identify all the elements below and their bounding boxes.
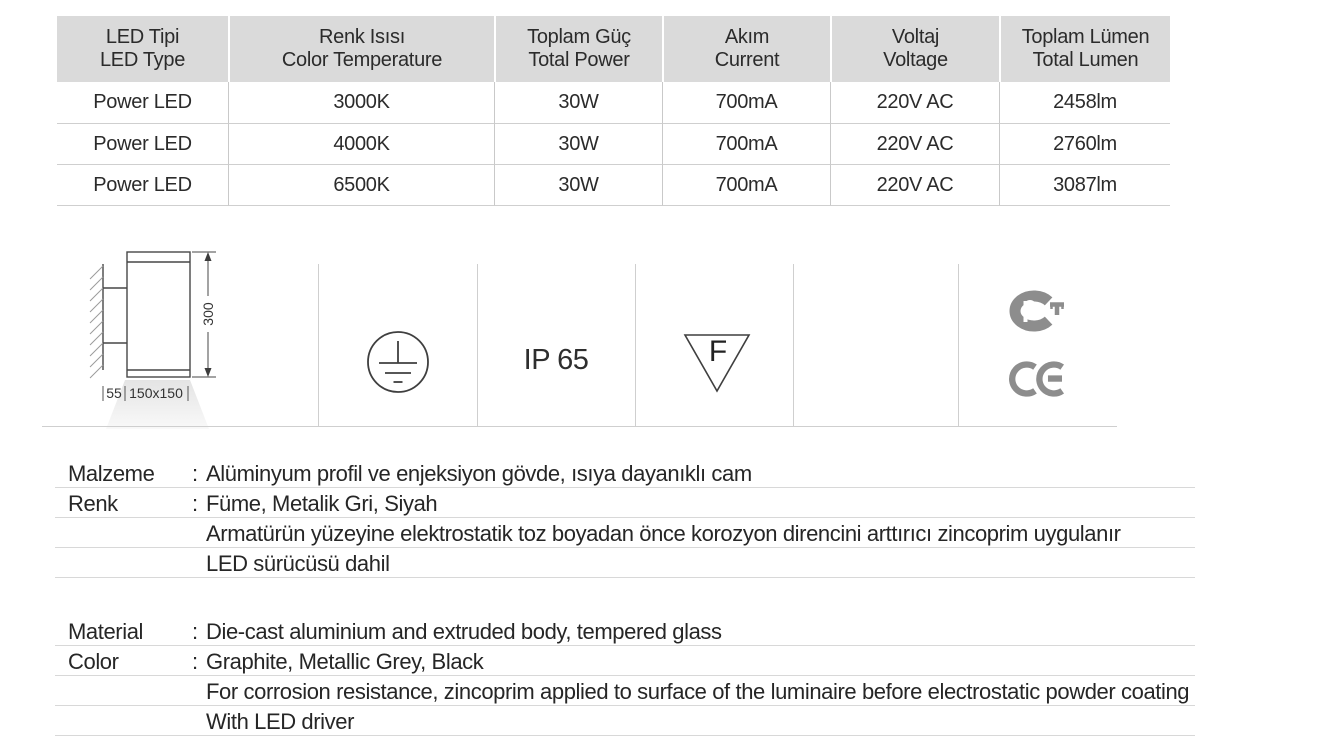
header-label-en: Total Lumen [1032, 49, 1139, 71]
spec-value: With LED driver [206, 709, 355, 734]
header-label-tr: Toplam Güç [527, 26, 631, 48]
header-label-tr: LED Tipi [105, 26, 180, 48]
table-cell: 3087lm [999, 164, 1170, 206]
spec-separator: : [192, 491, 198, 516]
table-cell: Power LED [57, 164, 228, 206]
spec-separator: : [192, 649, 198, 674]
table-cell: 700mA [662, 123, 830, 164]
spec-line-note1-tr [55, 518, 1195, 548]
table-cell: 700mA [662, 82, 830, 123]
spec-line-material-tr [55, 458, 1195, 488]
strip-divider [635, 264, 636, 426]
ce-mark-icon [1009, 359, 1067, 399]
col-header-current [662, 16, 830, 82]
spec-label: Malzeme [68, 461, 155, 486]
table-cell: 4000K [228, 123, 494, 164]
header-label-tr: Akım [724, 26, 770, 48]
spec-value: Die-cast aluminium and extruded body, tempered glass [206, 619, 722, 644]
header-label-en: Color Temperature [281, 49, 443, 71]
spec-label: Material [68, 619, 144, 644]
spec-separator: : [192, 461, 198, 486]
spec-line-color-en [55, 646, 1195, 676]
depth-dimension-label: 55 [106, 385, 122, 401]
table-cell: 2458lm [999, 82, 1170, 123]
gost-r-pct-mark-icon [1009, 290, 1067, 332]
col-header-color-temperature [228, 16, 494, 82]
spec-value: Graphite, Metallic Grey, Black [206, 649, 484, 674]
header-label-en: Voltage [883, 49, 948, 71]
col-header-voltage [830, 16, 999, 82]
spec-line-note2-tr [55, 548, 1195, 578]
earth-ground-icon [366, 330, 430, 394]
table-cell: 3000K [228, 82, 494, 123]
f-label: F [708, 335, 728, 368]
table-cell: 220V AC [830, 164, 999, 206]
table-cell: Power LED [57, 123, 228, 164]
spec-value: For corrosion resistance, zincoprim applied to surface of the luminaire before electrostatic powder coating [206, 679, 1190, 704]
table-cell: 2760lm [999, 123, 1170, 164]
col-header-led-type [57, 16, 228, 82]
col-header-total-power [494, 16, 662, 82]
header-label-tr: Toplam Lümen [1021, 26, 1150, 48]
spec-label: Color [68, 649, 119, 674]
flammable-surface-f-icon [682, 332, 752, 394]
spec-label: Renk [68, 491, 118, 516]
header-label-tr: Renk Isısı [319, 26, 405, 48]
spec-line-note2-en [55, 706, 1195, 736]
base-dimension-label: 150x150 [129, 385, 183, 401]
strip-divider [793, 264, 794, 426]
strip-bottom-rule [42, 426, 1117, 427]
spec-value: Armatürün yüzeyine elektrostatik toz boyadan önce korozyon direncini arttırıcı zincoprim uygulanır [206, 521, 1121, 546]
table-cell: 220V AC [830, 82, 999, 123]
table-cell: 220V AC [830, 123, 999, 164]
strip-divider [318, 264, 319, 426]
table-cell: Power LED [93, 91, 192, 113]
spec-text-block [55, 458, 1195, 736]
table-cell: 30W [494, 164, 662, 206]
spec-table [57, 16, 1170, 206]
header-label-en: Total Power [528, 49, 630, 71]
height-dimension-label: 300 [200, 302, 216, 326]
luminaire-body [127, 252, 190, 377]
header-label-en: LED Type [99, 49, 186, 71]
spec-block-gap [55, 578, 1195, 616]
table-cell: 30W [494, 82, 662, 123]
header-label-en: Current [714, 49, 780, 71]
spec-value: Alüminyum profil ve enjeksiyon gövde, ısıya dayanıklı cam [206, 461, 752, 486]
table-cell: 6500K [228, 164, 494, 206]
spec-value: Füme, Metalik Gri, Siyah [206, 491, 438, 516]
ip-rating-badge: IP 65 [523, 344, 589, 376]
spec-line-color-tr [55, 488, 1195, 518]
table-cell: 700mA [662, 164, 830, 206]
spec-line-note1-en [55, 676, 1195, 706]
spec-separator: : [192, 619, 198, 644]
col-header-total-lumen [999, 16, 1170, 82]
header-label-tr: Voltaj [891, 26, 940, 48]
table-cell: 30W [494, 123, 662, 164]
spec-value: LED sürücüsü dahil [206, 551, 390, 576]
spec-line-material-en [55, 616, 1195, 646]
dimension-drawing [75, 240, 235, 430]
certification-marks [958, 290, 1117, 399]
